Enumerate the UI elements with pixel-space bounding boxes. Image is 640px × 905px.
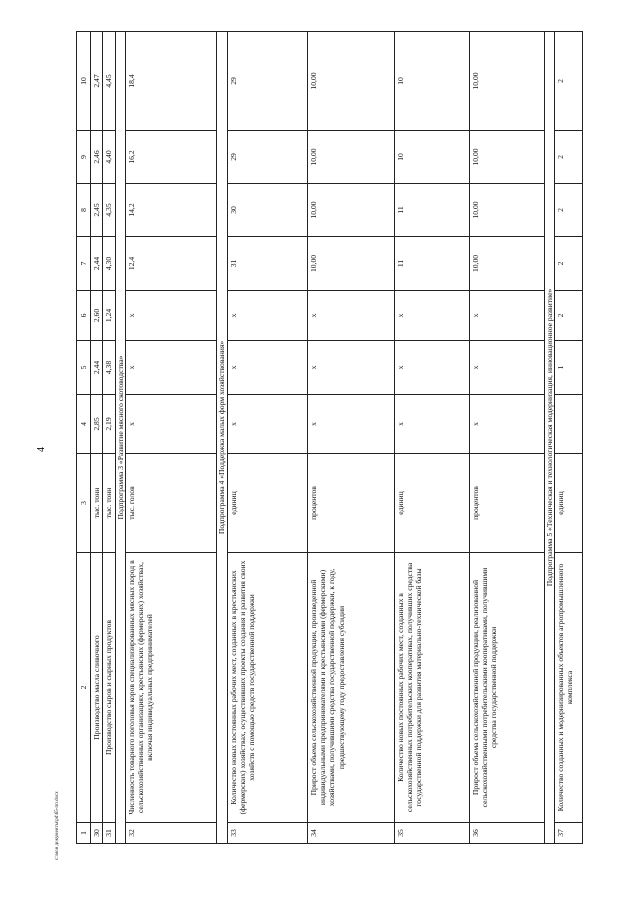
value-cell: х [227, 341, 307, 395]
table-row [125, 32, 216, 844]
subprogram-title: Подпрограмма 3 «Развитие мясного скотоводства» [115, 32, 125, 844]
table-row [394, 32, 469, 844]
row-number: 30 [91, 823, 103, 844]
page-number: 4 [36, 447, 47, 452]
value-cell: 4,30 [103, 237, 115, 291]
subprogram-row [216, 32, 227, 844]
value-cell: х [125, 341, 216, 395]
value-cell: 2,47 [91, 32, 103, 131]
value-cell: х [469, 341, 544, 395]
header-cell: 4 [77, 395, 91, 454]
header-cell: 8 [77, 184, 91, 237]
value-cell: 4,35 [103, 184, 115, 237]
value-cell: 2 [555, 32, 583, 131]
value-cell: 10,00 [469, 32, 544, 131]
value-cell: х [125, 291, 216, 341]
unit-cell: единиц [394, 454, 469, 553]
footer-file-path: c:\мои документы\pd\65-пп.docx [55, 791, 60, 860]
table-row [469, 32, 544, 844]
row-number: 31 [103, 823, 115, 844]
indicator-name: Количество новых постоянных рабочих мест, созданных в крестьянских (фермерских) хозяйствах, осуществивших проекты создания и развития своих хозяйств с помощью средств государственной поддержки [227, 553, 307, 823]
value-cell: 31 [227, 237, 307, 291]
value-cell: 2,85 [91, 395, 103, 454]
header-cell: 5 [77, 341, 91, 395]
indicator-name: Численность товарного поголовья коров специализированных мясных пород в сельскохозяйственных организациях, крестьянских (фермерских) хозяйствах, включая индивидуальных предпринимателей [125, 553, 216, 823]
value-cell: 10 [394, 32, 469, 131]
indicator-name: Количество созданных и модернизированных объектов агропромышленного комплекса [555, 553, 583, 823]
value-cell: 10,00 [307, 131, 394, 184]
value-cell: 14,2 [125, 184, 216, 237]
value-cell: 10,00 [307, 237, 394, 291]
value-cell: 18,4 [125, 32, 216, 131]
value-cell: 2 [555, 291, 583, 341]
unit-cell: единиц [227, 454, 307, 553]
value-cell: 10,00 [307, 184, 394, 237]
table-row [91, 32, 103, 844]
table-row [307, 32, 394, 844]
header-cell: 9 [77, 131, 91, 184]
row-number: 32 [125, 823, 216, 844]
value-cell: 10,00 [307, 32, 394, 131]
subprogram-row [115, 32, 125, 844]
unit-cell: процентов [307, 454, 394, 553]
value-cell: х [394, 291, 469, 341]
value-cell: 2,19 [103, 395, 115, 454]
table-header-row [77, 32, 91, 844]
value-cell: 16,2 [125, 131, 216, 184]
value-cell: 11 [394, 237, 469, 291]
value-cell: 30 [227, 184, 307, 237]
value-cell: х [469, 291, 544, 341]
header-cell: 6 [77, 291, 91, 341]
value-cell: 10 [394, 131, 469, 184]
value-cell: х [307, 395, 394, 454]
value-cell: 2 [555, 131, 583, 184]
value-cell: х [227, 291, 307, 341]
value-cell: 2 [555, 184, 583, 237]
row-number: 37 [555, 823, 583, 844]
value-cell: 29 [227, 131, 307, 184]
value-cell: х [125, 395, 216, 454]
unit-cell: единиц [555, 454, 583, 553]
value-cell: 10,00 [469, 184, 544, 237]
value-cell: х [394, 341, 469, 395]
unit-cell: тыс. тонн [91, 454, 103, 553]
table-row [555, 32, 583, 844]
value-cell: 4,45 [103, 32, 115, 131]
value-cell: 2,45 [91, 184, 103, 237]
value-cell: х [469, 395, 544, 454]
indicator-name: Производство сыров и сырных продуктов [103, 553, 115, 823]
value-cell: 1 [555, 341, 583, 395]
value-cell: 29 [227, 32, 307, 131]
unit-cell: тыс. голов [125, 454, 216, 553]
indicators-table [76, 31, 583, 844]
indicator-name: Количество новых постоянных рабочих мест, созданных в сельскохозяйственных потребительских кооперативах, получивших средства государственной поддержки для развития материально-технической базы [394, 553, 469, 823]
value-cell: 2,44 [91, 237, 103, 291]
value-cell: 11 [394, 184, 469, 237]
value-cell: 2 [555, 237, 583, 291]
unit-cell: процентов [469, 454, 544, 553]
subprogram-title: Подпрограмма 4 «Поддержка малых форм хозяйствования» [216, 32, 227, 844]
row-number: 36 [469, 823, 544, 844]
value-cell: х [227, 395, 307, 454]
value-cell: х [307, 341, 394, 395]
indicator-name: Прирост объема сельскохозяйственной продукции, реализованной сельскохозяйственными потребительскими кооперативами, получившими средства государственной поддержки [469, 553, 544, 823]
table-row [227, 32, 307, 844]
indicator-name: Прирост объема сельскохозяйственной продукции, произведенной индивидуальными предпринимателями и крестьянскими (фермерскими) хозяйствами, получившими средства государственной поддержки, к году, предшествующему году предоставления субсидии [307, 553, 394, 823]
header-cell: 2 [77, 553, 91, 823]
value-cell: 2,44 [91, 341, 103, 395]
header-cell: 3 [77, 454, 91, 553]
value-cell: 1,24 [103, 291, 115, 341]
indicator-name: Производство масла сливочного [91, 553, 103, 823]
row-number: 33 [227, 823, 307, 844]
unit-cell: тыс. тонн [103, 454, 115, 553]
rotated-table-container [76, 32, 584, 844]
row-number: 34 [307, 823, 394, 844]
value-cell: 10,00 [469, 237, 544, 291]
header-cell: 10 [77, 32, 91, 131]
subprogram-title: Подпрограмма 5 «Техническая и технологическая модернизация, инновационное развитие» [544, 32, 554, 844]
value-cell: х [394, 395, 469, 454]
value-cell: 12,4 [125, 237, 216, 291]
header-cell: 7 [77, 237, 91, 291]
value-cell: 10,00 [469, 131, 544, 184]
value-cell: 4,40 [103, 131, 115, 184]
value-cell: 2,60 [91, 291, 103, 341]
value-cell: х [307, 291, 394, 341]
value-cell [555, 395, 583, 454]
header-cell: 1 [77, 823, 91, 844]
value-cell: 4,38 [103, 341, 115, 395]
value-cell: 2,46 [91, 131, 103, 184]
subprogram-row [544, 32, 554, 844]
row-number: 35 [394, 823, 469, 844]
table-row [103, 32, 115, 844]
